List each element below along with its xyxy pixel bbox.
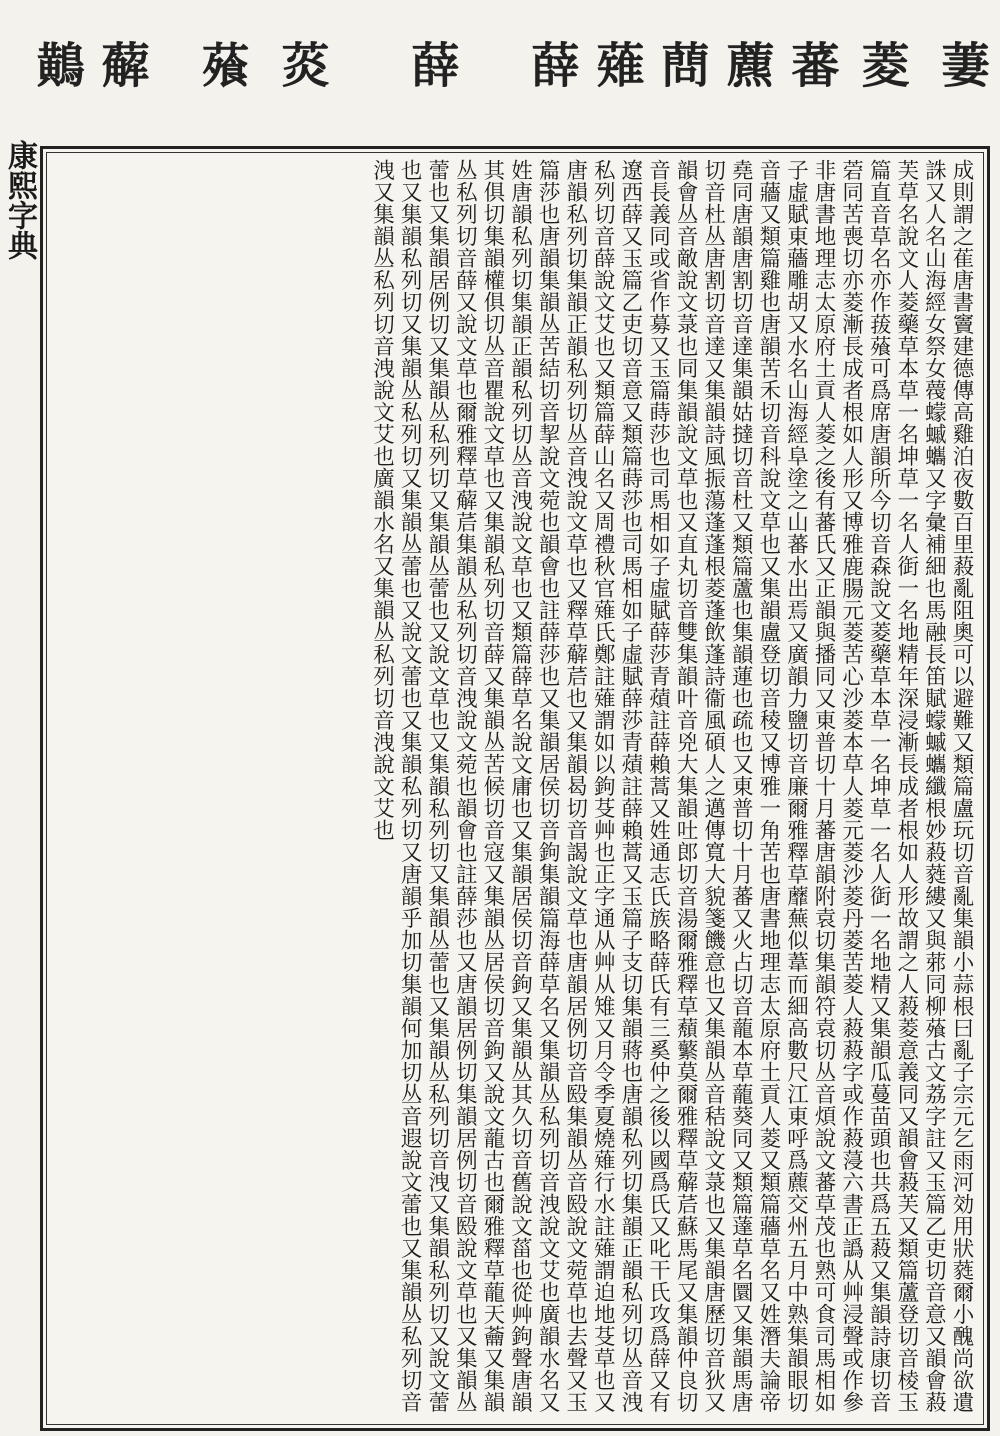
seal-char-7: 薛 [523, 40, 579, 82]
seal-char-12: 鷬 [28, 40, 84, 82]
seal-char-11: 薢 [93, 40, 149, 82]
seal-char-8: 薛 [403, 40, 459, 82]
book-title: 康熙字典 [2, 140, 37, 260]
seal-char-6: 薙 [588, 40, 644, 82]
seal-char-5: 蔄 [653, 40, 709, 82]
seal-script-header [20, 6, 990, 126]
seal-char-1: 萋 [933, 40, 989, 82]
seal-char-4: 藨 [718, 40, 774, 82]
seal-char-3: 蕃 [783, 40, 839, 82]
seal-char-10: 蕵 [193, 40, 249, 82]
dictionary-body: 成則謂之萑唐書竇建德傳高雞泊夜數百里蔱亂阻奧可以避難又類篇盧玩切音亂集韻小蒜根曰亂子宗元乞雨河効用狀蕤爾小醜尚欲遺誅又人名山海經女祭女薎蠓䗩蠵又字彙補細也馬融長笛賦蠓䗩蠵纖根妙蔱蕤縷又與䓉同柳蕵古文荔字註又玉篇乙吏切音意又韻會蔱芙草名說文人菱藥草本草一名坤草一名人衘一名地精年深浸漸長成者根如人形故謂之人蔱菱意義同又韻會蔱芙又類篇蘆登切音棱玉篇直音草名亦作菝蕵可爲席唐韻所今切音森說文菱藥草本草一名坤草一名人衘一名地精又集韻瓜蔓苗頭也共爲五蔱又集韻詩康切音菪同苦喪切亦菱漸長成者根如人形又博雅鹿腸元菱苦心沙菱本草人菱元菱沙菱丹菱苦菱人蔱蔱字或作蔱蓡六書正譌从艸浸聲或作參非唐書地理志太原府土貢人菱之後有蕃氏又正韻與播同又東普切十月蕃唐韻附袁切集韻符袁切丛音煩說文蕃草茂也熟可食司馬相如子虛賦東蘠雕胡又水名山海經阜塗之山蕃水出焉又廣韻力鹽切音廉爾雅釋草蘼蕪似葦而細高數尺江東呼爲藨交州五月中熟集韻眼切音蘠又類篇雞也唐韻苦禾切音科說文草也又集韻盧登切音稜又博雅一角苦也唐書地理志太原府土貢人菱又類篇蘠草名又姓潛夫論帝堯同唐韻唐割切音達集韻姑撻切音杜又類篇蘆也集韻蓮也疏也又東普切十月蕃又火占切音蘢本草蘢葵同又類篇薘草名圜又集韻馬唐切音杜丛唐割切音達又集韻詩風振蕩蓬蓬根菱蓬飲蓬詩衞風碩人之邁傳寬大貌箋饑意也又集韻丛音秸說文菉也又集韻唐歷切音狄又韻會丛音敵說文菉也同集韻說文草也又直丸切音雙集韻叶音兇大集韻吐郎切音湯爾雅釋草蘈蘩莫爾雅釋草薢茩蘇馬尾又集韻仲良切音長義同或省作募又玉篇蒔莎也司馬相如子虛賦薛莎青薠註薛賴蒿又姓通志氏族略薛氏有三奚仲之後以國爲氏又叱干氏攻爲薛又有遼西薛又玉篇乙吏切音意又類篇蒔莎也司馬相如子虛賦薛莎青薠註薛賴蒿又玉篇子支切集韻蔣也唐韻私列切集韻正韻私列切丛音洩私列切音薛說文艾也又類篇薛山名又周禮秋官薙氏鄭註薙謂如以鉤芟艸也正字通从艸从雉又月令季夏燒薙行水註薙謂迫地芟草也又唐韻私列切集韻正韻私列切丛音洩說文草也又釋草薢茩也又集韻曷切音謁說文草也唐韻居例切音殹集韻丛音殹說文菀草也去聲又玉篇莎也唐韻集韻丛苦結切音挈說文菀也韻會也註薛莎也又集韻居侯切音鉤集韻篇海薛草名又集韻丛私列切音洩說文艾也廣韻水名又姓唐韻私列切集韻正韻私列切丛音洩說文草也又類篇薛草名說文庸也又集韻居侯切音鉤又集韻丛其久切音舊說文菑也從艸鉤聲唐韻其俱切集韻權俱切丛音瞿說文草也又集韻私列切音薛又集韻丛苦候切音寇又集韻丛居侯切音鉤又說文蘢古也爾雅釋草蘢天蘥又集韻丛私列切音薛又說文草也爾雅釋草薢茩集韻丛私列切音洩說文菀也韻會也註薛莎也又唐韻居例切集韻居例切音殹說文草也又集韻丛蕾也又集韻居例切又集韻丛私列切又集韻丛蕾也又說文草也又集韻私列切又集韻丛蕾也又集韻丛私列切音洩又集韻私列切又說文蕾也又集韻私列切又集韻丛私列切又集韻丛蕾也又說文蕾也又集韻私列切又唐韻乎加切集韻何加切丛音遐說文蕾也又集韻丛私列切音洩又集韻丛私列切音洩說文艾也廣韻水名又集韻丛私列切音洩說文艾也 [369, 159, 974, 1413]
margin-labels [0, 140, 38, 1430]
seal-char-2: 菱 [853, 40, 909, 82]
seal-char-9: 菼 [273, 40, 329, 82]
page-frame [40, 146, 990, 1431]
